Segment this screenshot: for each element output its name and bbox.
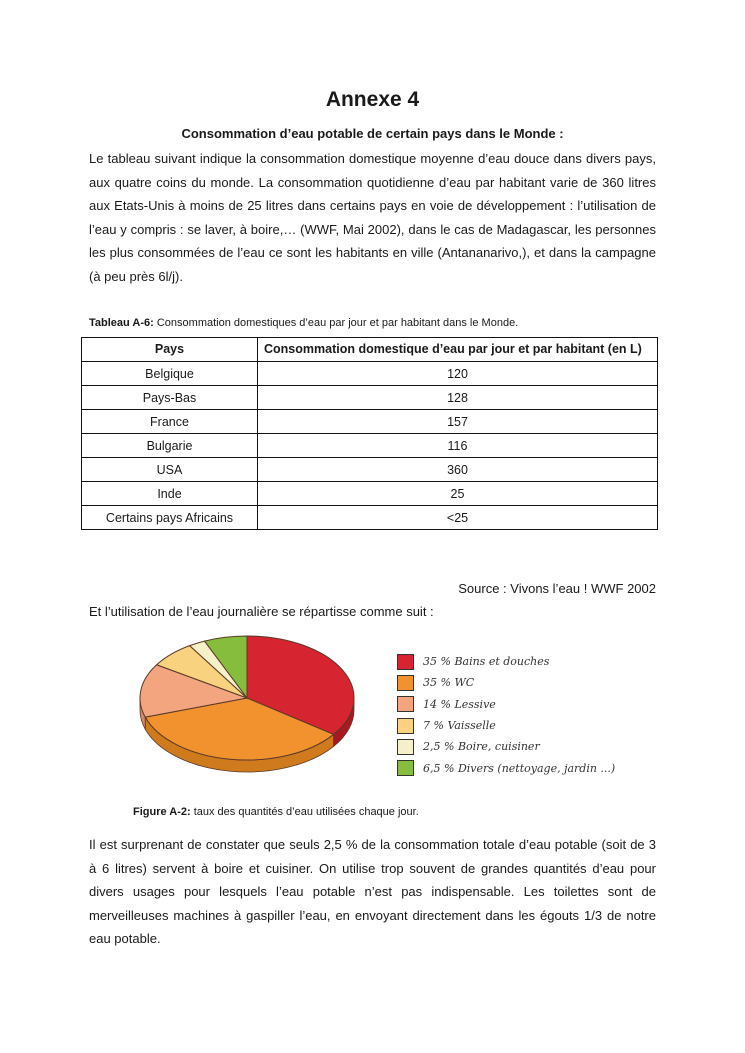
legend-item xyxy=(397,672,615,693)
table-row xyxy=(82,362,658,386)
table-row xyxy=(82,506,658,530)
legend-swatch xyxy=(397,654,414,670)
intro-paragraph: Le tableau suivant indique la consommation domestique moyenne d’eau douce dans divers pays, aux quatre coins du monde. La consommation quotidienne d’eau par habitant varie de 360 litres aux Etats-Unis à moins de 25 litres dans certains pays en voie de développement : l’utilisation de l’eau y compris : se laver, à boire,… (WWF, Mai 2002), dans le cas de Madagascar, les personnes les plus consommées de l’eau ce sont les habitants en ville (Antananarivo,), et dans la campagne (à peu près 6l/j). xyxy=(89,151,656,284)
legend-label: 35 % Bains et douches xyxy=(423,655,550,669)
table-row xyxy=(82,482,658,506)
legend-swatch xyxy=(397,760,414,776)
legend-label: 6,5 % Divers (nettoyage, jardin ...) xyxy=(423,761,616,775)
legend-item xyxy=(397,715,615,736)
page-title: Annexe 4 xyxy=(325,88,420,111)
cell-value: 120 xyxy=(258,362,658,386)
legend-swatch xyxy=(397,696,414,712)
cell-value: 360 xyxy=(258,458,658,482)
header-consumption: Consommation domestique d’eau par jour et par habitant (en L) xyxy=(258,338,658,362)
legend-item xyxy=(397,736,615,757)
figure-caption xyxy=(133,806,419,818)
legend-swatch xyxy=(397,675,414,691)
table-caption xyxy=(89,317,518,329)
legend-label: 7 % Vaisselle xyxy=(423,719,496,733)
legend-swatch xyxy=(397,739,414,755)
pie-chart xyxy=(130,625,370,775)
table-source: Source : Vivons l’eau ! WWF 2002 xyxy=(458,581,656,596)
table-row xyxy=(82,386,658,410)
figure-caption-label: Figure A-2: xyxy=(133,806,191,818)
consumption-table xyxy=(81,337,658,530)
table-header-row xyxy=(82,338,658,362)
table-row xyxy=(82,434,658,458)
legend-item xyxy=(397,651,615,672)
legend-label: 14 % Lessive xyxy=(423,697,496,711)
figure-caption-text: taux des quantités d’eau utilisées chaque jour. xyxy=(190,806,419,818)
cell-value: 116 xyxy=(258,434,658,458)
legend-label: 2,5 % Boire, cuisiner xyxy=(423,740,540,754)
cell-country: Inde xyxy=(82,482,258,506)
legend-swatch xyxy=(397,718,414,734)
section-subtitle: Consommation d’eau potable de certain pays dans le Monde : xyxy=(181,126,564,141)
legend-item xyxy=(397,694,615,715)
table-caption-label: Tableau A-6: xyxy=(89,317,154,329)
cell-value: 128 xyxy=(258,386,658,410)
pie-intro: Et l’utilisation de l’eau journalière se répartisse comme suit : xyxy=(89,604,434,619)
legend-item xyxy=(397,757,615,778)
cell-country: Bulgarie xyxy=(82,434,258,458)
legend-label: 35 % WC xyxy=(423,676,475,690)
cell-value: 25 xyxy=(258,482,658,506)
cell-country: Certains pays Africains xyxy=(82,506,258,530)
closing-paragraph: Il est surprenant de constater que seuls 2,5 % de la consommation totale d’eau potable (soit de 3 à 6 litres) servent à boire et cuisiner. On utilise trop souvent de grandes quantités d’eau pour divers usages pour lesquels l’eau potable n’est pas indispensable. Les toilettes sont de merveilleuses machines à gaspiller l’eau, en envoyant directement dans les égouts 1/3 de notre eau potable. xyxy=(89,837,656,946)
table-caption-text: Consommation domestiques d’eau par jour et par habitant dans le Monde. xyxy=(153,317,519,329)
cell-country: France xyxy=(82,410,258,434)
cell-country: USA xyxy=(82,458,258,482)
cell-value: <25 xyxy=(258,506,658,530)
table-row xyxy=(82,410,658,434)
header-country: Pays xyxy=(82,338,258,362)
cell-value: 157 xyxy=(258,410,658,434)
cell-country: Pays-Bas xyxy=(82,386,258,410)
cell-country: Belgique xyxy=(82,362,258,386)
table-row xyxy=(82,458,658,482)
pie-legend xyxy=(397,651,615,779)
